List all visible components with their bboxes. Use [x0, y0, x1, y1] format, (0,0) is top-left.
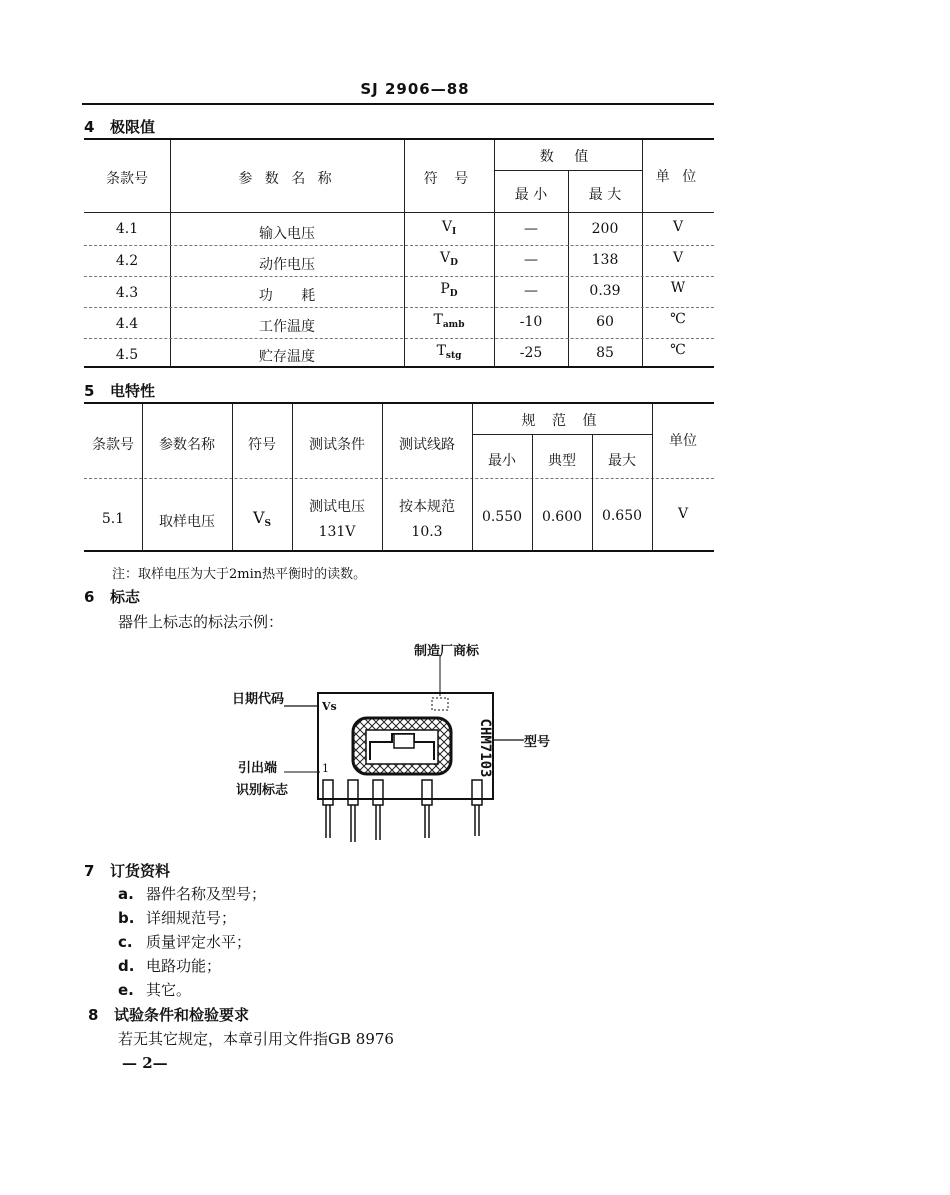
item-text: 质量评定水平； — [146, 933, 252, 951]
row4-1-unit: V — [672, 219, 684, 235]
section4-number: 4 — [84, 118, 95, 136]
row4-3-max: 0.39 — [589, 283, 621, 299]
marking-pin-number: 1 — [322, 762, 329, 775]
table4-bottom-rule — [84, 366, 714, 368]
col5-max-header: 最大 — [608, 453, 636, 469]
label-pin-1: 引出端 — [238, 761, 278, 776]
section5-title: 电特性 — [110, 382, 156, 400]
item-letter: a. — [118, 885, 134, 903]
symbol-sub: S — [264, 519, 272, 529]
label-date-code: 日期代码 — [232, 692, 285, 707]
row4-1-clause: 4.1 — [115, 221, 139, 237]
item-letter: d. — [118, 957, 135, 975]
row4-3-clause: 4.3 — [115, 285, 139, 301]
item-text: 电路功能； — [146, 957, 222, 975]
table4-top-rule — [84, 138, 714, 140]
row4-4-clause: 4.4 — [115, 316, 139, 332]
row4-5-symbol — [404, 343, 494, 361]
row5-1-min: 0.550 — [481, 509, 523, 525]
label-pin-2: 识别标志 — [236, 783, 289, 798]
symbol-main: T — [436, 343, 446, 359]
row4-1-symbol — [404, 219, 494, 237]
section6-number: 6 — [84, 588, 95, 606]
chip-center — [394, 734, 414, 748]
row4-5-clause: 4.5 — [115, 347, 139, 363]
col5-condition-header: 测试条件 — [309, 437, 365, 453]
row4-2-symbol — [404, 250, 494, 268]
row5-1-circuit-2: 10.3 — [411, 524, 443, 540]
order-item-b — [118, 907, 236, 928]
row4-2-min: — — [524, 252, 538, 268]
row4-4-unit: ℃ — [670, 311, 686, 327]
label-trademark: 制造厂商标 — [414, 644, 480, 659]
header-rule — [82, 103, 714, 105]
marking-model: CHM7103 — [477, 718, 493, 778]
col5-circuit-header: 测试线路 — [399, 437, 455, 453]
col-symbol-header: 符 号 — [423, 171, 475, 187]
col-unit-header: 单 位 — [655, 169, 701, 185]
row4-3-unit: W — [670, 280, 686, 296]
item-text: 器件名称及型号； — [146, 885, 267, 903]
col5-spec-header: 规 范 值 — [521, 413, 603, 429]
row5-1-circuit-1: 按本规范 — [399, 499, 455, 515]
row5-1-clause: 5.1 — [101, 511, 125, 527]
row5-1-symbol — [232, 508, 292, 529]
item-letter: e. — [118, 981, 134, 999]
row4-1-max: 200 — [591, 221, 619, 237]
section7-title: 订货资料 — [110, 862, 171, 880]
pin — [472, 780, 482, 805]
row5-1-param: 取样电压 — [159, 514, 215, 530]
table4-row-sep — [84, 307, 714, 308]
pin — [422, 780, 432, 805]
col5-typ-header: 典型 — [548, 453, 576, 469]
item-text: 详细规范号； — [146, 909, 237, 927]
section6-intro: 器件上标志的标法示例： — [118, 613, 284, 631]
table4-header-rule — [84, 212, 714, 213]
section8-number: 8 — [88, 1006, 99, 1024]
row4-4-max: 60 — [596, 314, 614, 330]
row4-4-symbol — [404, 312, 494, 330]
section4-heading — [84, 116, 155, 137]
col-value-header: 数 值 — [539, 149, 597, 165]
symbol-sub: I — [451, 227, 457, 237]
row5-1-condition-2: 131V — [318, 524, 356, 540]
col5-symbol-header: 符号 — [248, 437, 276, 453]
symbol-main: V — [440, 250, 451, 266]
label-model: 型号 — [524, 735, 551, 750]
col-max-header: 最 大 — [588, 187, 622, 203]
table5-top-rule — [84, 402, 714, 404]
page-number: — 2— — [122, 1054, 168, 1072]
item-letter: b. — [118, 909, 135, 927]
col5-clause-header: 条款号 — [92, 437, 134, 453]
symbol-main: V — [441, 219, 452, 235]
pin — [323, 780, 333, 805]
section8-title: 试验条件和检验要求 — [114, 1006, 250, 1024]
row4-2-clause: 4.2 — [115, 253, 139, 269]
row4-3-min: — — [524, 283, 538, 299]
order-item-c — [118, 931, 251, 952]
table5-vline-8 — [652, 404, 653, 550]
pin — [373, 780, 383, 805]
order-item-a — [118, 883, 266, 904]
row5-1-condition-1: 测试电压 — [309, 499, 365, 515]
row4-1-min: — — [524, 221, 538, 237]
table4-row-sep — [84, 276, 714, 277]
section5-heading — [84, 380, 155, 401]
table5-spec-divider — [472, 434, 652, 435]
symbol-main: V — [252, 508, 265, 527]
order-item-e — [118, 979, 191, 1000]
symbol-sub: D — [449, 289, 458, 299]
col5-min-header: 最小 — [488, 453, 516, 469]
symbol-main: P — [440, 281, 450, 297]
col-clause-header: 条款号 — [106, 171, 148, 187]
row4-5-max: 85 — [596, 345, 614, 361]
marking-vs: Vs — [322, 700, 337, 713]
section8-text: 若无其它规定，本章引用文件指GB 8976 — [118, 1030, 394, 1048]
section7-number: 7 — [84, 862, 95, 880]
item-text: 其它。 — [146, 981, 192, 999]
symbol-sub: stg — [445, 351, 462, 361]
row4-3-symbol — [404, 281, 494, 299]
col-param-header: 参 数 名 称 — [238, 171, 336, 187]
row4-2-param: 动作电压 — [259, 257, 315, 273]
col-min-header: 最 小 — [514, 187, 548, 203]
doc-number: SJ 2906—88 — [360, 80, 470, 98]
col5-unit-header: 单位 — [669, 433, 697, 449]
item-letter: c. — [118, 933, 133, 951]
order-item-d — [118, 955, 221, 976]
pins — [323, 780, 482, 842]
marking-diagram — [220, 630, 560, 855]
section6-title: 标志 — [110, 588, 141, 606]
symbol-sub: D — [450, 258, 458, 268]
table5-header-rule — [84, 478, 714, 479]
col5-param-header: 参数名称 — [159, 437, 215, 453]
section6-heading — [84, 586, 140, 607]
section5-note: 注：取样电压为大于2min热平衡时的读数。 — [112, 567, 367, 582]
row4-5-min: -25 — [519, 345, 543, 361]
table4-row-sep — [84, 338, 714, 339]
section7-heading — [84, 860, 170, 881]
table4-row-sep — [84, 245, 714, 246]
row4-1-param: 输入电压 — [259, 226, 315, 242]
trademark-box — [432, 698, 448, 710]
symbol-main: T — [433, 312, 443, 328]
row5-1-unit: V — [677, 506, 689, 522]
row4-2-max: 138 — [591, 252, 619, 268]
row4-5-param: 贮存温度 — [259, 349, 315, 365]
section4-title: 极限值 — [110, 118, 156, 136]
row4-5-unit: ℃ — [670, 342, 686, 358]
row4-4-min: -10 — [519, 314, 543, 330]
row4-3-param: 功 耗 — [258, 288, 316, 304]
pin — [348, 780, 358, 805]
row4-4-param: 工作温度 — [259, 319, 315, 335]
section8-heading — [88, 1004, 249, 1025]
row5-1-max: 0.650 — [601, 508, 643, 524]
table5-bottom-rule — [84, 550, 714, 552]
row4-2-unit: V — [672, 250, 684, 266]
section5-number: 5 — [84, 382, 95, 400]
symbol-sub: amb — [442, 320, 465, 330]
row5-1-typ: 0.600 — [541, 509, 583, 525]
